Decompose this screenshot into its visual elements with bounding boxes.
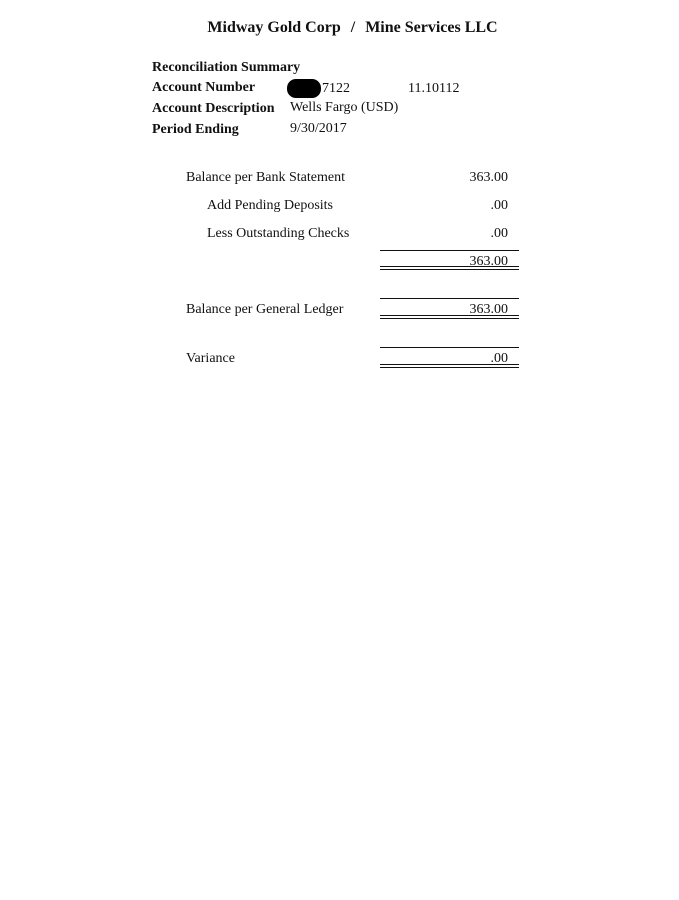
bank-balance-value: 363.00: [469, 170, 508, 185]
company-name: Midway Gold Corp: [207, 19, 341, 36]
summary-title: Reconciliation Summary: [152, 60, 301, 75]
variance-top-rule: [380, 347, 519, 348]
total-double-rule: [380, 266, 519, 270]
header-separator: /: [350, 19, 356, 36]
gl-balance-value: 363.00: [469, 302, 508, 317]
subtotal-rule: [380, 250, 519, 251]
outstanding-checks-label: Less Outstanding Checks: [207, 226, 350, 241]
account-number-value: 7122: [322, 81, 350, 96]
variance-label: Variance: [186, 351, 235, 366]
report-header: [0, 19, 679, 37]
pending-deposits-label: Add Pending Deposits: [207, 198, 333, 213]
bank-balance-label: Balance per Bank Statement: [186, 170, 345, 185]
period-ending-value: 9/30/2017: [290, 121, 347, 136]
gl-top-rule: [380, 298, 519, 299]
variance-double-rule: [380, 364, 519, 368]
gl-balance-label: Balance per General Ledger: [186, 302, 344, 317]
account-description-value: Wells Fargo (USD): [290, 100, 399, 115]
variance-value: .00: [490, 351, 508, 366]
gl-account-number: 11.10112: [408, 81, 460, 96]
entity-name: Mine Services LLC: [365, 19, 498, 36]
gl-double-rule: [380, 315, 519, 319]
account-number-label: Account Number: [152, 80, 256, 95]
pending-deposits-value: .00: [490, 198, 508, 213]
outstanding-checks-value: .00: [490, 226, 508, 241]
redaction-mark: [287, 79, 321, 98]
adjusted-bank-total: 363.00: [469, 254, 508, 269]
account-description-label: Account Description: [152, 101, 275, 116]
period-ending-label: Period Ending: [152, 122, 239, 137]
